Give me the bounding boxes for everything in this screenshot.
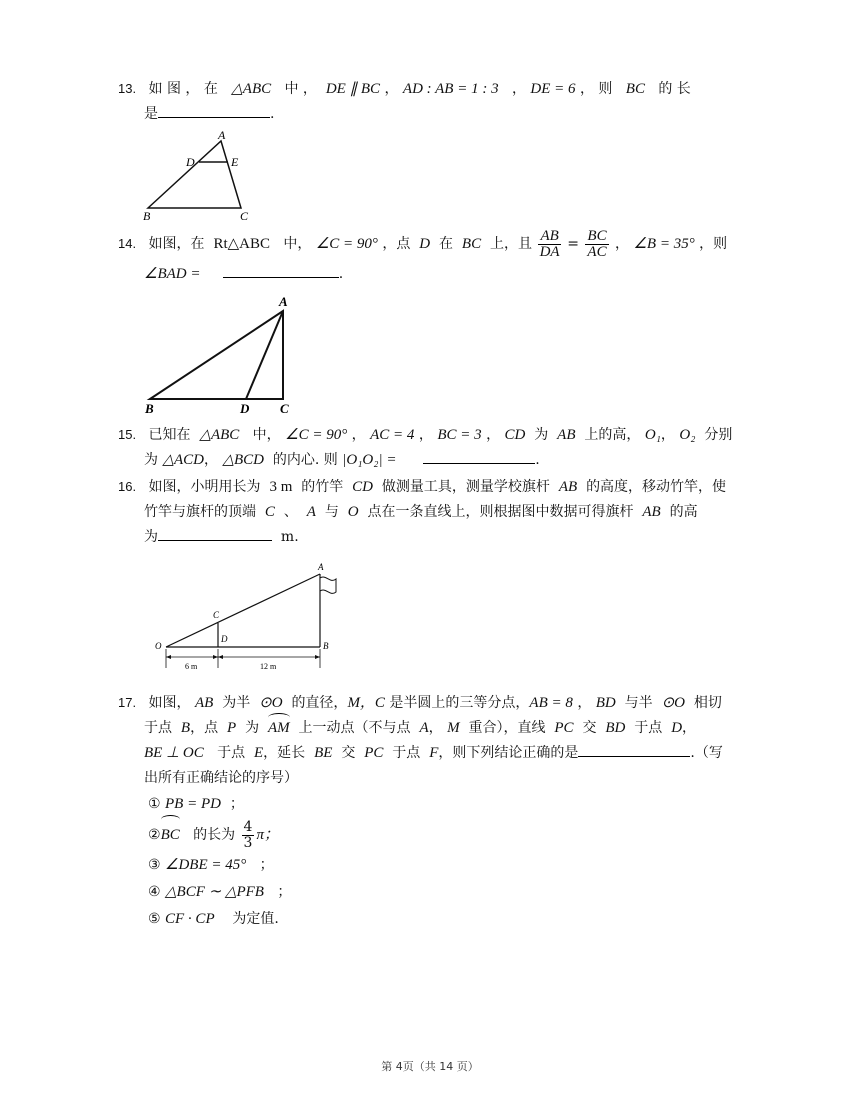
dim-12m: 12 m	[260, 662, 277, 671]
figure-q14-triangle	[140, 295, 300, 417]
question-number: 15.	[118, 427, 137, 442]
label-a: A	[218, 128, 226, 142]
question-number: 16.	[118, 479, 137, 494]
label-a: A	[279, 295, 288, 309]
label-d: D	[240, 401, 250, 416]
answer-blank	[223, 263, 339, 278]
label-o: O	[155, 641, 162, 651]
arc-am: AM	[268, 716, 290, 741]
dim-6m: 6 m	[185, 662, 198, 671]
label-d: D	[221, 634, 228, 644]
figure-q16-flagpole	[150, 560, 350, 675]
fraction-ab-da: $\frac{AB}{DA}$	[539, 227, 560, 260]
question-16: 16. 如图，小明用长为 3 m 的竹竿 CD 做测量工具，测量学校旗杆 AB 的高度，移动竹竿，使 竹竿与旗杆的顶端 C 、 A 与 O 点在一条直线上，则根据图中数据可得旗杆 AB 的高 为 m.	[118, 479, 727, 545]
question-number: 17.	[118, 695, 137, 710]
label-d: D	[186, 155, 195, 169]
question-15: 15. 已知在 △ABC 中， ∠C = 90° ， AC = 4 ， BC = 3 ， CD 为 AB 上的高， O₁， O₂ 分别 为 △ACD， △BCD 的内心. 则 |O₁O₂| = .	[118, 427, 733, 468]
question-number: 14.	[118, 236, 137, 251]
question-13: 13. 如 图 ， 在 △ABC 中 ， DE ∥ BC ， AD : AB = 1 : 3 ， DE = 6 ， 则 BC 的 长 是 .	[118, 81, 691, 122]
answer-blank	[158, 103, 270, 118]
label-e: E	[231, 155, 239, 169]
question-17: 17. 如图， AB 为半 ⊙O 的直径，M，C 是半圆上的三等分点，AB = 8 ， BD 与半 ⊙O 相切 于点 B，点 P 为 AM 上一动点（不与点 A， M 重合），直线 PC 交 BD 于点 D， BE ⊥ OC 于点 E，延长 BE 交 PC 于点 F，则下列结论正确的是 .（写 出所有正确结论的序号） ① PB = PD ； ②BC 的长为 $\frac{4}{3}$ π； ③ ∠DBE = 45° ； ④ △BCF ∼ △PFB ； ⑤ CF · CP 为定值.	[118, 695, 723, 927]
label-c: C	[280, 401, 289, 416]
question-14: 14. 如图，在 Rt△ABC 中， ∠C = 90° ，点 D 在 BC 上，且 $\frac{AB}{DA}$ = $\frac{BC}{AC}$ ， ∠B = 35° ，则 ∠BAD = .	[118, 227, 728, 282]
fraction-bc-ac: $\frac{BC}{AC}$	[587, 227, 607, 260]
label-b: B	[143, 209, 151, 223]
fraction-four-thirds: $\frac{4}{3}$	[243, 818, 253, 851]
label-b: B	[323, 641, 329, 651]
answer-blank	[423, 449, 535, 464]
page-footer: 第 4页（共 14 页）	[381, 1060, 479, 1073]
figure-q13-triangle	[140, 128, 260, 224]
label-c: C	[213, 610, 220, 620]
answer-blank	[158, 526, 272, 541]
label-a: A	[318, 562, 324, 572]
label-b: B	[145, 401, 154, 416]
question-number: 13.	[118, 81, 137, 96]
label-c: C	[240, 209, 249, 223]
arc-bc: BC	[161, 818, 180, 852]
answer-blank	[578, 742, 690, 757]
